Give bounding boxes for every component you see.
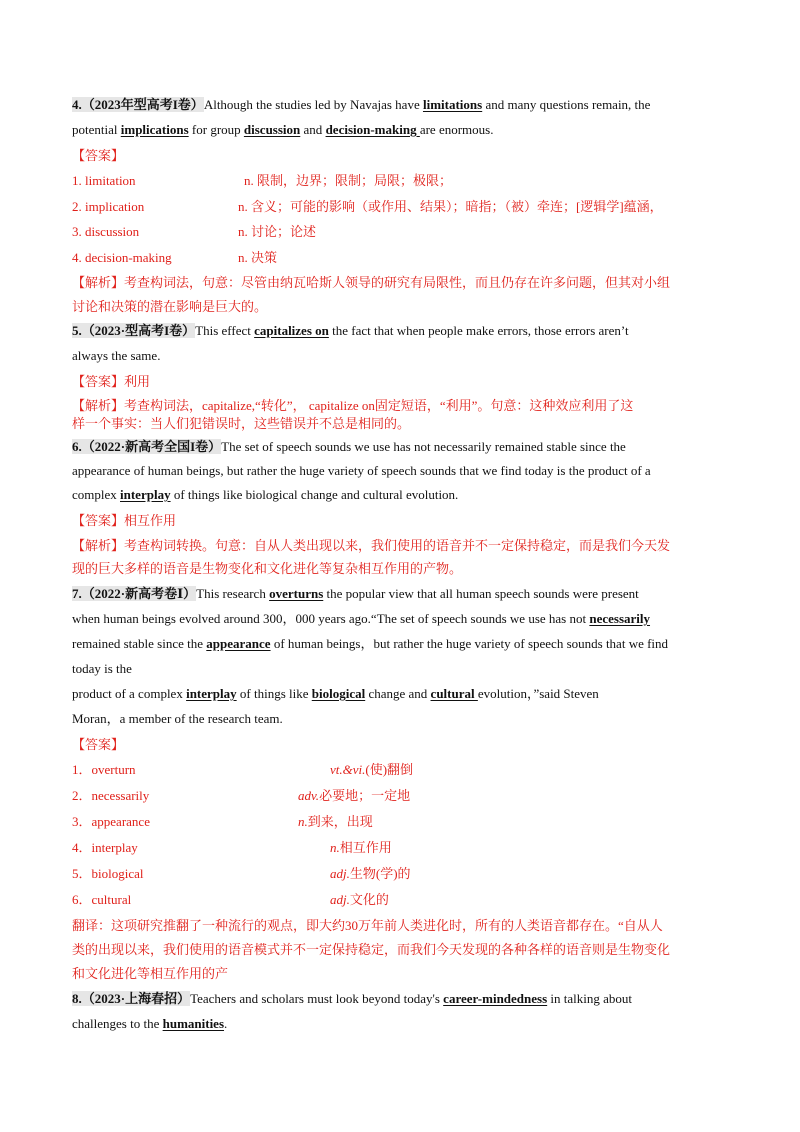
- q4-answer-4: [72, 249, 278, 267]
- q5-tag: 5.（2023·型高考I卷）: [72, 323, 196, 338]
- q6-blank-1: interplay: [120, 487, 171, 502]
- q4-text: for group: [188, 122, 244, 137]
- q7-translation-2: 类的出现以来，我们使用的语音模式并不一定保持稳定，而我们今天发现的各种各样的语音则是生物变化: [72, 942, 671, 957]
- answer-num: 1．: [72, 762, 92, 777]
- answer-num: 4．: [72, 840, 92, 855]
- q7-blank-2: necessarily: [589, 611, 651, 626]
- q4-text: are enormous.: [419, 122, 494, 137]
- q7-text: of human beings，but rather the huge variety of speech sounds that we find: [270, 636, 669, 651]
- q7-text: change and: [365, 686, 431, 701]
- q4-answer-3: [72, 223, 317, 241]
- answer-meaning: [330, 839, 392, 857]
- answer-word: limitation: [85, 173, 136, 188]
- q7-text: when human beings evolved around 300，000 years ago.“The set of speech sounds we use has not: [72, 611, 590, 626]
- q8-text: challenges to the: [72, 1016, 163, 1031]
- q4-line-1: [72, 96, 650, 114]
- q5-blank-1: capitalizes on: [254, 323, 329, 338]
- q4-answer-label: 【答案】: [72, 148, 125, 163]
- answer-num: 3．: [72, 814, 92, 829]
- q7-line-6: Moran，a member of the research team.: [72, 711, 283, 726]
- q7-text: the popular view that all human speech sounds were present: [323, 586, 639, 601]
- q8-text: .: [224, 1016, 228, 1031]
- answer-def: 相互作用: [339, 840, 392, 855]
- q4-analysis-1: 【解析】考查构词法，句意：尽管由纳瓦哈斯人领导的研究有局限性，而且仍存在许多问题，但其对小组: [72, 275, 671, 290]
- answer-meaning: n. 含义；可能的影响（或作用、结果）；暗指；（被）牵连；[逻辑学]蕴涵，: [238, 199, 663, 214]
- q8-line-2: [72, 1015, 227, 1033]
- answer-def: 生物(学)的: [349, 866, 411, 881]
- q4-answer-1: [72, 172, 453, 190]
- q7-blank-1: overturns: [269, 586, 324, 601]
- answer-meaning: n. 讨论；论述: [238, 224, 317, 239]
- q7-text: evolution，”said Steven: [477, 686, 599, 701]
- q7-blank-6: cultural: [430, 686, 478, 701]
- q5-analysis-1: 【解析】考查构词法，capitalize,“转化”， capitalize on固定短语，“利用”。句意：这种效应利用了这: [72, 398, 634, 413]
- q7-line-5: [72, 685, 599, 703]
- answer-word: biological: [91, 866, 144, 881]
- q5-line-2: always the same.: [72, 348, 161, 363]
- answer-def: 文化的: [349, 892, 389, 907]
- q7-answer-label: 【答案】: [72, 737, 125, 752]
- q5-answer: 【答案】利用: [72, 374, 151, 389]
- answer-pos: adj.: [330, 866, 350, 881]
- q4-tag: 4.（2023年型高考I卷）: [72, 97, 204, 112]
- q6-line-3: [72, 486, 458, 504]
- answer-meaning: [330, 761, 413, 779]
- q4-text: potential: [72, 122, 121, 137]
- q7-answer-5: [72, 865, 411, 883]
- q4-analysis-2: 讨论和决策的潜在影响是巨大的。: [72, 299, 268, 314]
- answer-pos: adv.: [298, 788, 320, 803]
- q6-analysis-1: 【解析】考查构词转换。句意：自从人类出现以来，我们使用的语音并不一定保持稳定，而是我们今天发: [72, 538, 671, 553]
- answer-def: 到来，出现: [307, 814, 373, 829]
- q7-text: remained stable since the: [72, 636, 207, 651]
- answer-num: 1.: [72, 173, 82, 188]
- q4-blank-1: limitations: [422, 97, 483, 112]
- answer-word: overturn: [91, 762, 136, 777]
- q7-text: This research: [196, 586, 270, 601]
- q5-analysis-2: 样一个事实：当人们犯错误时，这些错误并不总是相同的。: [72, 416, 411, 431]
- answer-pos: n.: [298, 814, 308, 829]
- q8-blank-2: humanities: [162, 1016, 225, 1031]
- q4-text: Although the studies led by Navajas have: [203, 97, 423, 112]
- q7-blank-5: biological: [311, 686, 366, 701]
- answer-num: 2.: [72, 199, 82, 214]
- answer-word: appearance: [91, 814, 150, 829]
- answer-meaning: [330, 865, 411, 883]
- answer-word: implication: [85, 199, 145, 214]
- q6-line-2: appearance of human beings, but rather the huge variety of speech sounds that we find today is the product of a: [72, 463, 651, 478]
- q6-tag: 6.（2022·新高考全国I卷）: [72, 439, 222, 454]
- answer-num: 6．: [72, 892, 92, 907]
- answer-meaning: [298, 813, 373, 831]
- q4-blank-2: implications: [120, 122, 189, 137]
- answer-meaning: n. 决策: [238, 250, 278, 265]
- q8-line-1: [72, 990, 632, 1008]
- q4-answer-2: [72, 198, 663, 216]
- q7-blank-4: interplay: [186, 686, 237, 701]
- q4-text: and: [300, 122, 326, 137]
- q7-translation-3: 和文化进化等相互作用的产: [72, 966, 229, 981]
- q5-text: the fact that when people make errors, those errors aren’t: [328, 323, 629, 338]
- q4-blank-4: decision-making: [325, 122, 420, 137]
- answer-word: discussion: [85, 224, 140, 239]
- q4-text: and many questions remain, the: [482, 97, 651, 112]
- q7-line-1: [72, 585, 639, 603]
- answer-def: (使)翻倒: [365, 762, 414, 777]
- q7-answer-3: [72, 813, 373, 831]
- answer-meaning: [298, 787, 410, 805]
- q4-line-2: [72, 121, 493, 139]
- answer-word: necessarily: [91, 788, 150, 803]
- answer-num: 2．: [72, 788, 92, 803]
- q8-blank-1: career-mindedness: [443, 991, 548, 1006]
- q6-line-1: [72, 438, 626, 456]
- q8-tag: 8.（2023·上海春招）: [72, 991, 191, 1006]
- answer-meaning: [330, 891, 389, 909]
- q6-answer: 【答案】相互作用: [72, 513, 177, 528]
- answer-num: 3.: [72, 224, 82, 239]
- q7-text: of things like: [236, 686, 312, 701]
- answer-word: interplay: [91, 840, 138, 855]
- answer-pos: adj.: [330, 892, 350, 907]
- answer-pos: n.: [330, 840, 340, 855]
- answer-meaning: n. 限制，边界；限制；局限；极限；: [244, 173, 453, 188]
- answer-def: 必要地；一定地: [319, 788, 411, 803]
- q5-text: This effect: [195, 323, 255, 338]
- q7-answer-2: [72, 787, 411, 805]
- q6-analysis-2: 现的巨大多样的语音是生物变化和文化进化等复杂相互作用的产物。: [72, 561, 463, 576]
- answer-pos: vt.&vi.: [330, 762, 366, 777]
- q6-text: complex: [72, 487, 121, 502]
- q7-translation-1: 翻译：这项研究推翻了一种流行的观点，即大约30万年前人类进化时，所有的人类语音都存在。“自从人: [72, 918, 663, 933]
- q6-text: of things like biological change and cultural evolution.: [170, 487, 459, 502]
- q7-answer-6: [72, 891, 389, 909]
- q5-line-1: [72, 322, 629, 340]
- q8-text: Teachers and scholars must look beyond today's: [190, 991, 444, 1006]
- q6-text: The set of speech sounds we use has not necessarily remained stable since the: [221, 439, 626, 454]
- q7-line-4: today is the: [72, 661, 132, 676]
- answer-num: 5．: [72, 866, 92, 881]
- q7-text: product of a complex: [72, 686, 187, 701]
- q7-answer-1: [72, 761, 414, 779]
- q7-blank-3: appearance: [206, 636, 271, 651]
- q7-line-3: [72, 635, 668, 653]
- q7-answer-4: [72, 839, 392, 857]
- answer-word: cultural: [91, 892, 132, 907]
- q8-text: in talking about: [547, 991, 633, 1006]
- q7-tag: 7.（2022·新高考卷Ⅰ）: [72, 586, 197, 601]
- answer-num: 4.: [72, 250, 82, 265]
- answer-word: decision-making: [85, 250, 172, 265]
- q4-blank-3: discussion: [243, 122, 301, 137]
- q7-line-2: [72, 610, 650, 628]
